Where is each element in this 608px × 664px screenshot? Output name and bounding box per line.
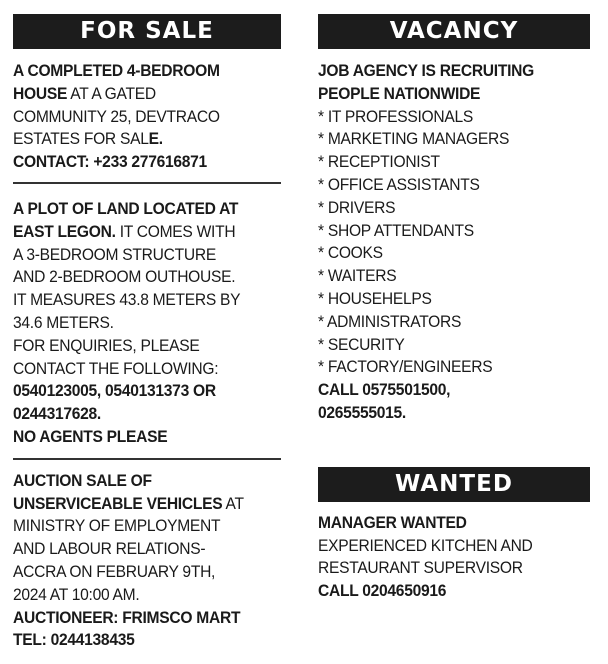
for-sale-header: FOR SALE — [13, 14, 281, 49]
regular-text: EXPERIENCED KITCHEN AND — [318, 535, 533, 555]
ad-text-line — [318, 128, 589, 151]
regular-text: MINISTRY OF EMPLOYMENT — [13, 516, 221, 536]
bold-text: CONTACT: +233 277616871 — [13, 152, 207, 172]
ad-text-line — [13, 128, 280, 151]
bold-text: 0244317628. — [13, 404, 101, 424]
ad-text-line — [318, 580, 589, 603]
bold-text: PEOPLE NATIONWIDE — [318, 83, 481, 103]
wanted-header: WANTED — [318, 467, 590, 502]
ad-text-line — [13, 289, 280, 312]
bold-text: HOUSE — [13, 83, 68, 103]
ad-text-line — [318, 535, 589, 558]
regular-text: * FACTORY/ENGINEERS — [318, 357, 493, 377]
regular-text: AND 2-BEDROOM OUTHOUSE. — [13, 267, 236, 287]
ad-text-line — [318, 151, 589, 174]
ad-text-line — [13, 584, 280, 607]
regular-text: * SHOP ATTENDANTS — [318, 220, 474, 240]
regular-text: IT MEASURES 43.8 METERS BY — [13, 290, 241, 310]
ad-text-line — [318, 106, 589, 129]
regular-text: A 3-BEDROOM STRUCTURE — [13, 244, 216, 264]
bold-text: TEL: 0244138435 — [13, 630, 135, 650]
vacancy-header: VACANCY — [318, 14, 590, 49]
auction-sale-ad — [13, 470, 280, 652]
regular-text: 2024 AT 10:00 AM. — [13, 584, 140, 604]
ad-text-line — [13, 380, 280, 403]
ad-text-line — [13, 312, 280, 335]
regular-text: * WAITERS — [318, 266, 397, 286]
ad-text-line — [13, 358, 280, 381]
ad-text-line — [13, 151, 280, 174]
regular-text: * OFFICE ASSISTANTS — [318, 174, 480, 194]
regular-text: * ADMINISTRATORS — [318, 311, 462, 331]
ad-text-line — [318, 356, 589, 379]
regular-text: COMMUNITY 25, DEVTRACO — [13, 106, 220, 126]
ad-text-line — [13, 335, 280, 358]
regular-text: * MARKETING MANAGERS — [318, 129, 510, 149]
bold-text: A COMPLETED 4-BEDROOM — [13, 61, 220, 80]
ad-text-line — [318, 220, 589, 243]
regular-text: ACCRA ON FEBRUARY 9TH, — [13, 561, 216, 581]
bold-text: E. — [148, 129, 163, 149]
ad-text-line — [318, 334, 589, 357]
ad-text-line — [13, 538, 280, 561]
ad-text-line — [318, 557, 589, 580]
ad-text-line — [13, 607, 280, 630]
ad-text-line — [13, 221, 280, 244]
bold-text: MANAGER WANTED — [318, 512, 467, 532]
ad-text-line — [13, 198, 280, 221]
ad-text-line — [318, 60, 589, 83]
regular-text: * HOUSEHELPS — [318, 288, 432, 308]
bold-text: CALL 0575501500, — [318, 380, 451, 400]
manager-wanted-ad — [318, 512, 589, 603]
regular-text: * DRIVERS — [318, 197, 396, 217]
ad-text-line — [13, 403, 280, 426]
regular-text: * COOKS — [318, 243, 383, 263]
bold-text: NO AGENTS PLEASE — [13, 426, 168, 446]
regular-text: AND LABOUR RELATIONS- — [13, 539, 206, 559]
bold-text: UNSERVICEABLE VEHICLES — [13, 493, 223, 513]
ad-text-line — [13, 266, 280, 289]
ad-text-line — [13, 60, 280, 83]
ad-text-line — [318, 174, 589, 197]
regular-text: RESTAURANT SUPERVISOR — [318, 558, 523, 578]
bold-text: CALL 0204650916 — [318, 581, 447, 601]
ad-text-line — [318, 379, 589, 402]
ad-text-line — [13, 629, 280, 652]
regular-text: 34.6 METERS. — [13, 312, 114, 332]
bold-text: EAST LEGON. — [13, 221, 116, 241]
ad-text-line — [318, 311, 589, 334]
for-sale-column — [13, 14, 281, 652]
ad-text-line — [318, 83, 589, 106]
ad-text-line — [318, 265, 589, 288]
regular-text: AT A GATED — [67, 83, 156, 103]
bold-text: AUCTIONEER: FRIMSCO MART — [13, 607, 241, 627]
house-for-sale-ad — [13, 60, 280, 174]
ad-text-line — [318, 512, 589, 535]
ad-text-line — [13, 426, 280, 449]
ad-text-line — [318, 402, 589, 425]
land-for-sale-ad — [13, 198, 280, 449]
regular-text: AT — [222, 493, 244, 513]
regular-text: FOR ENQUIRIES, PLEASE — [13, 335, 200, 355]
right-column — [318, 14, 590, 603]
regular-text: CONTACT THE FOLLOWING: — [13, 358, 219, 378]
regular-text: * IT PROFESSIONALS — [318, 106, 473, 126]
ad-text-line — [13, 470, 280, 493]
ad-text-line — [318, 197, 589, 220]
job-agency-ad — [318, 60, 589, 425]
bold-text: 0265555015. — [318, 402, 406, 422]
ad-text-line — [13, 244, 280, 267]
ad-text-line — [13, 83, 280, 106]
bold-text: 0540123005, 0540131373 OR — [13, 381, 216, 401]
ad-text-line — [13, 493, 280, 516]
regular-text: * SECURITY — [318, 334, 405, 354]
bold-text: JOB AGENCY IS RECRUITING — [318, 61, 534, 80]
regular-text: IT COMES WITH — [115, 221, 236, 241]
bold-text: A PLOT OF LAND LOCATED AT — [13, 198, 239, 218]
ad-text-line — [318, 288, 589, 311]
ad-text-line — [318, 242, 589, 265]
bold-text: AUCTION SALE OF — [13, 470, 152, 490]
ad-text-line — [13, 106, 280, 129]
regular-text: * RECEPTIONIST — [318, 152, 440, 172]
ad-text-line — [13, 515, 280, 538]
regular-text: ESTATES FOR SAL — [13, 129, 149, 149]
ad-text-line — [13, 561, 280, 584]
